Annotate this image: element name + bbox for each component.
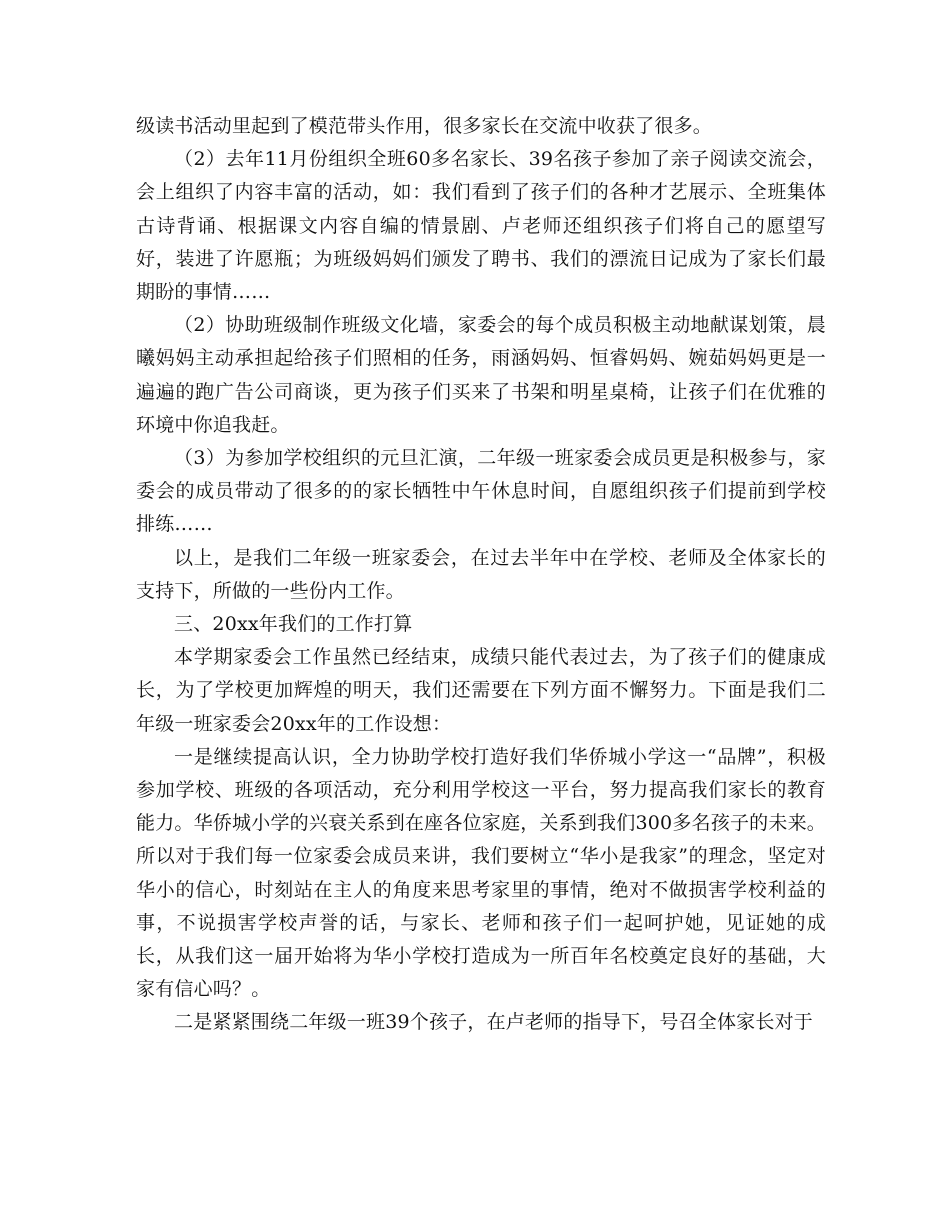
paragraph-continuation: 级读书活动里起到了模范带头作用，很多家长在交流中收获了很多。 <box>136 115 713 137</box>
paragraph-plan-point-two: 二是紧紧围绕二年级一班39个孩子，在卢老师的指导下，号召全体家长对于 <box>174 1011 813 1034</box>
document-body <box>136 110 826 1040</box>
paragraph-parent-reading-meeting: （2）去年11月份组织全班60多名家长、39名孩子参加了亲子阅读交流会，会上组织了内容丰富的活动，如：我们看到了孩子们的各种才艺展示、全班集体古诗背诵、根据课文内容自编的情景剧、卢老师还组织孩子们将自己的愿望写好，装进了许愿瓶；为班级妈妈们颁发了聘书、我们的漂流日记成为了家长们最期盼的事情…… <box>136 148 826 304</box>
paragraph-plan-point-one: 一是继续提高认识，全力协助学校打造好我们华侨城小学这一“品牌”，积极参加学校、班级的各项活动，充分利用学校这一平台，努力提高我们家长的教育能力。华侨城小学的兴衰关系到在座各位家庭，关系到我们300多名孩子的未来。所以对于我们每一位家委会成员来讲，我们要树立“华小是我家”的理念，坚定对华小的信心，时刻站在主人的角度来思考家里的事情，绝对不做损害学校利益的事，不说损害学校声誉的话，与家长、老师和孩子们一起呵护她，见证她的成长，从我们这一届开始将为华小学校打造成为一所百年名校奠定良好的基础，大家有信心吗？。 <box>136 745 826 1001</box>
paragraph-culture-wall: （2）协助班级制作班级文化墙，家委会的每个成员积极主动地献谋划策，晨曦妈妈主动承担起给孩子们照相的任务，雨涵妈妈、恒睿妈妈、婉茹妈妈更是一遍遍的跑广告公司商谈，更为孩子们买来了书架和明星桌椅，让孩子们在优雅的环境中你追我赶。 <box>136 314 826 436</box>
paragraph-plan-intro: 本学期家委会工作虽然已经结束，成绩只能代表过去，为了孩子们的健康成长，为了学校更加辉煌的明天，我们还需要在下列方面不懈努力。下面是我们二年级一班家委会20xx年的工作设想： <box>136 646 826 735</box>
section-heading-work-plan: 三、20xx年我们的工作打算 <box>174 613 413 636</box>
paragraph-new-year-show: （3）为参加学校组织的元旦汇演，二年级一班家委会成员更是积极参与，家委会的成员带动了很多的的家长牺牲中午休息时间，自愿组织孩子们提前到学校排练…… <box>136 447 826 536</box>
paragraph-summary: 以上，是我们二年级一班家委会，在过去半年中在学校、老师及全体家长的支持下，所做的一些份内工作。 <box>136 546 826 602</box>
